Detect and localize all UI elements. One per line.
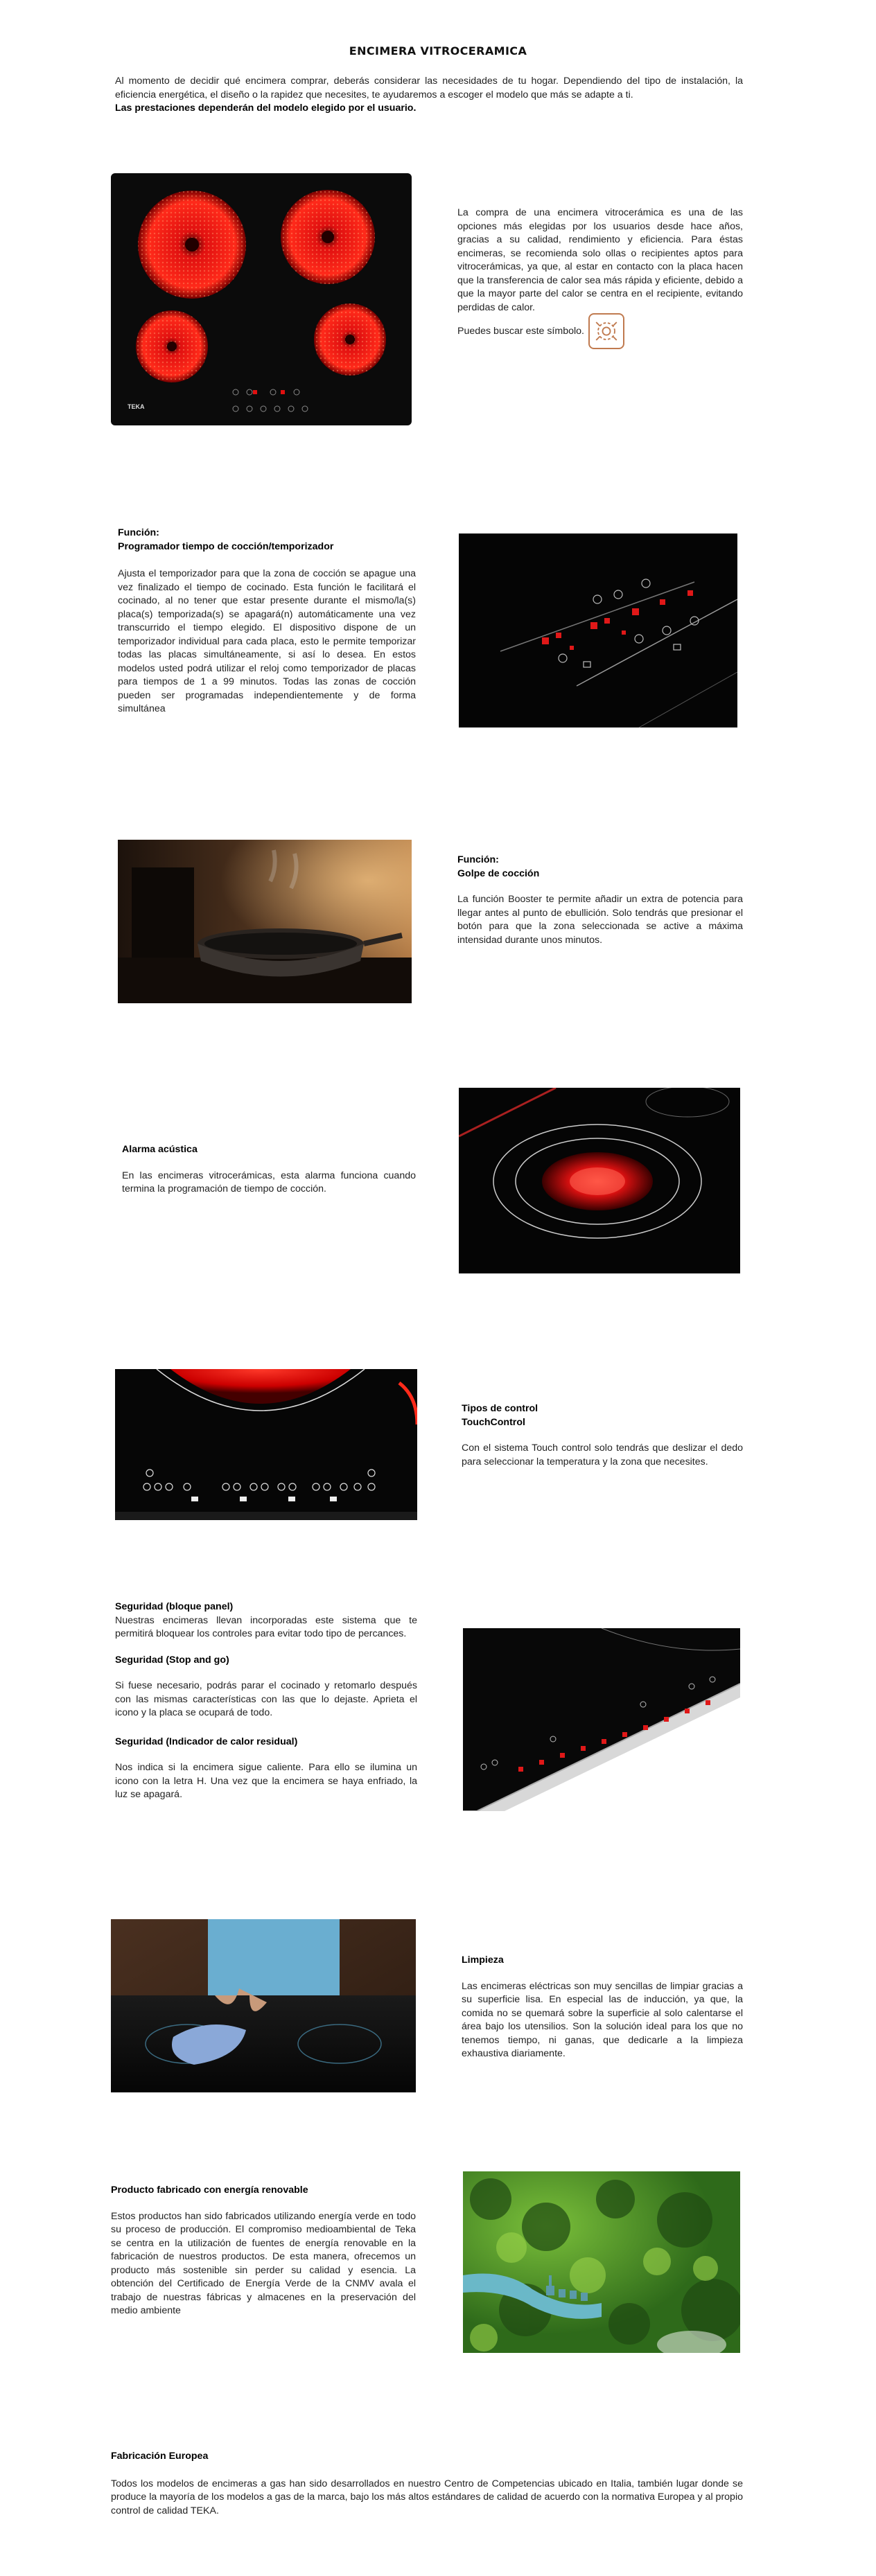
energy-heading: Producto fabricado con energía renovable <box>111 2185 308 2196</box>
booster-heading-1: Función: <box>457 854 499 865</box>
intro-paragraph <box>115 75 743 116</box>
alarm-section <box>122 1143 416 1197</box>
cleaning-section <box>462 1954 743 2061</box>
touch-text: Con el sistema Touch control solo tendrás que deslizar el dedo para seleccionar la temperatura y la zona que necesites. <box>462 1443 743 1467</box>
safety-text-2: Si fuese necesario, podrás parar el cocinado y retomarlo después con las mismas características con las que lo dejaste. Aprieta el icono y la placa se ocupará de todo. <box>115 1680 417 1718</box>
timer-heading-1: Función: <box>118 527 159 538</box>
hob-brand-text: TEKA <box>128 403 145 410</box>
europe-section <box>111 2450 743 2518</box>
vitroceramic-hob-image <box>111 173 412 425</box>
europe-text: Todos los modelos de encimeras a gas han sido desarrollados en nuestro Centro de Competencias ubicado en Italia, también lugar donde se produce la mayoría de los modelos a gas de la marca, bajo los más altos estándares de calidad de acuerdo con la normativa Europea y al propio control de calidad TEKA. <box>111 2478 743 2516</box>
safety-text-1: Nuestras encimeras llevan incorporadas este sistema que te permitirá bloquear los controles para evitar todo tipo de percances. <box>115 1614 417 1639</box>
safety-heading-3: Seguridad (Indicador de calor residual) <box>115 1736 298 1747</box>
europe-heading: Fabricación Europea <box>111 2451 209 2462</box>
booster-section <box>457 854 743 947</box>
intro-bold-text: Las prestaciones dependerán del modelo elegido por el usuario. <box>115 103 417 114</box>
renewable-forest-image <box>463 2171 740 2353</box>
alarm-burner-image <box>459 1088 740 1273</box>
timer-section <box>118 527 416 716</box>
timer-heading-2: Programador tiempo de cocción/temporizador <box>118 540 334 552</box>
alarm-heading: Alarma acústica <box>122 1144 198 1155</box>
timer-control-image <box>459 533 737 727</box>
symbol-text: Puedes buscar este símbolo. <box>457 325 584 337</box>
cleaning-heading: Limpieza <box>462 1955 504 1966</box>
vitroceramic-hob-icon <box>588 313 624 349</box>
safety-heading-2: Seguridad (Stop and go) <box>115 1654 229 1666</box>
vitro-text: La compra de una encimera vitrocerámica es una de las opciones más elegidas por los usuarios desde hace años, gracias a su calidad, rendimiento y eficiencia. Para éstas encimeras, se recomienda solo ollas o recipientes aptos para vitrocerámicas, ya que, al estar en contacto con la placa hacen que la transferencia de calor sea más rápida y eficiente, debido a que la mayor parte del calor se centra en el recipiente, evitando perdidas de calor. <box>457 207 743 313</box>
booster-text: La función Booster te permite añadir un extra de potencia para llegar antes al punto de ebullición. Solo tendrás que presionar el botón para que la zona seleccionada se active a máxima intensidad durante unos minutos. <box>457 894 743 946</box>
booster-heading-2: Golpe de cocción <box>457 867 540 879</box>
safety-hob-image <box>463 1628 740 1811</box>
safety-text-3: Nos indica si la encimera sigue caliente. Para ello se ilumina un icono con la letra H. Una vez que la encimera se haya enfriado, la luz se apagará. <box>115 1762 417 1800</box>
intro-text: Al momento de decidir qué encimera comprar, deberás considerar las necesidades de tu hogar. Dependiendo del tipo de instalación, la eficiencia energética, el diseño o la rapidez que necesites, te ayudaremos a escoger el modelo que más se adapte a ti. <box>115 76 743 100</box>
energy-text: Estos productos han sido fabricados utilizando energía verde en todo su proceso de producción. El compromiso medioambiental de Teka se centra en la utilización de fuentes de energía renovable en la fabricación de nuestros productos. De esta manera, ofrecemos un producto más sostenible sin perder su calidad y esencia. La obtención del Certificado de Energía Verde de la CNMV avala el trabajo de nuestras fábricas y almacenes en la preservación del medio ambiente <box>111 2210 416 2316</box>
touch-section <box>462 1402 743 1469</box>
energy-section <box>111 2184 416 2318</box>
cleaning-image <box>111 1919 416 2092</box>
touch-heading-2: TouchControl <box>462 1416 525 1428</box>
safety-heading-1: Seguridad (bloque panel) <box>115 1601 234 1612</box>
booster-cooking-image <box>118 840 412 1003</box>
touch-control-image <box>115 1369 417 1520</box>
page-title: ENCIMERA VITROCERAMICA <box>349 44 527 58</box>
touch-heading-1: Tipos de control <box>462 1403 538 1414</box>
safety-section <box>115 1600 417 1802</box>
cleaning-text: Las encimeras eléctricas son muy sencillas de limpiar gracias a su superficie lisa. En especial las de inducción, ya que, la comida no se quemará sobre la superficie al solo calentarse el área bajo los utensilios. Son la solución ideal para los que no tenemos tiempo, ni ganas, que dedicarle a la limpieza exhaustiva diariamente. <box>462 1980 743 2059</box>
alarm-text: En las encimeras vitrocerámicas, esta alarma funciona cuando termina la programación de tiempo de cocción. <box>122 1170 416 1194</box>
vitro-text-block <box>457 206 743 349</box>
timer-text: Ajusta el temporizador para que la zona de cocción se apague una vez finalizado el tiempo de cocinado. Esta función le facilitará el cocinado, al no tener que estar presente durante el mismo/la(s) placa(s) temporizada(s) se apagará(n) automáticamente una vez transcurrido el tiempo elegido. El dispositivo dispone de un temporizador individual para cada placa, esto le permite temporizar todas las placas simultáneamente, si así lo desea. En estos modelos usted podrá utilizar el reloj como temporizador de placas para tiempos de 1 a 99 minutos. Todas las zonas de cocción pueden ser programadas independientemente y de forma simultánea <box>118 568 416 714</box>
